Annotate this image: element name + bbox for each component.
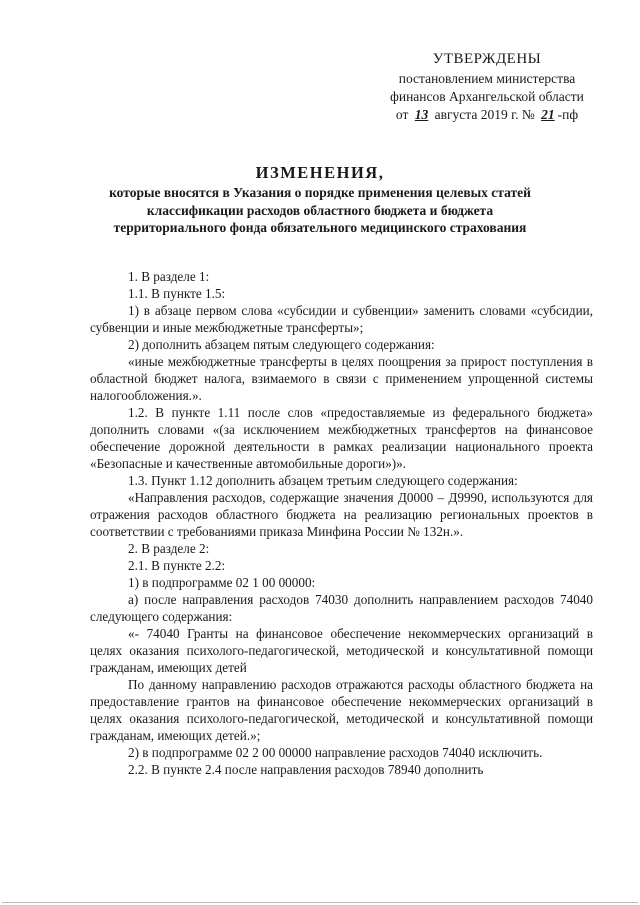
document-heading xyxy=(40,162,600,237)
paragraph-2-1-item-1: 1) в подпрограмме 02 1 00 00000: xyxy=(128,575,316,590)
heading-line-1: которые вносятся в Указания о порядке применения целевых статей xyxy=(109,185,531,200)
paragraph-section-1: 1. В разделе 1: xyxy=(128,269,210,284)
paragraph-quote-74040: «- 74040 Гранты на финансовое обеспечение некоммерческих организаций в целях оказания психолого-педагогической, методической и консультативной помощи гражданам, имеющих детей xyxy=(90,626,593,675)
paragraph-1-3: 1.3. Пункт 1.12 дополнить абзацем третьим следующего содержания: xyxy=(128,473,518,488)
paragraph-2-2: 2.2. В пункте 2.4 после направления расходов 78940 дополнить xyxy=(128,762,484,777)
handwritten-number: 21 xyxy=(541,107,555,122)
handwritten-day: 13 xyxy=(414,107,429,122)
paragraph-1-2: 1.2. В пункте 1.11 после слов «предоставляемые из федерального бюджета» дополнить словами «(за исключением межбюджетных трансфертов на финансовое обеспечение дорожной деятельности в рамках реализации национального проекта «Безопасные и качественные автомобильные дороги»)». xyxy=(90,405,593,471)
scan-edge-line xyxy=(2,902,638,903)
document-body xyxy=(90,268,593,778)
paragraph-grants-description: По данному направлению расходов отражаются расходы областного бюджета на предоставление грантов на финансовое обеспечение некоммерческих организаций в целях оказания психолого-педагогической, методической и консультативной помощи гражданам, имеющих детей.»; xyxy=(90,677,593,743)
heading-line-2: классификации расходов областного бюджета и бюджета xyxy=(146,202,494,218)
heading-line-3: территориального фонда обязательного медицинского страхования xyxy=(113,220,527,235)
paragraph-1-1-item-2: 2) дополнить абзацем пятым следующего содержания: xyxy=(128,337,435,352)
paragraph-2-1-item-2: 2) в подпрограмме 02 2 00 00000 направление расходов 74040 исключить. xyxy=(128,745,543,760)
paragraph-section-2: 2. В разделе 2: xyxy=(128,541,210,556)
paragraph-quote-transfers: «иные межбюджетные трансферты в целях поощрения за прирост поступления в областной бюджет налога, взимаемого в связи с применением упрощенной системы налогообложения.». xyxy=(90,354,593,403)
date-prefix: от xyxy=(395,107,409,122)
date-suffix: -пф xyxy=(557,107,579,122)
date-middle: августа 2019 г. № xyxy=(434,107,535,122)
paragraph-quote-directions: «Направления расходов, содержащие значения Д0000 – Д9990, используются для отражения расходов областного бюджета на реализацию региональных проектов в соответствии с требованиями приказа Минфина России № 132н.». xyxy=(90,490,593,539)
paragraph-2-1: 2.1. В пункте 2.2: xyxy=(128,558,226,573)
approval-line-2: финансов Архангельской области xyxy=(390,89,584,104)
approval-block xyxy=(372,50,602,124)
heading-title: ИЗМЕНЕНИЯ, xyxy=(255,163,385,182)
paragraph-1-1-item-1: 1) в абзаце первом слова «субсидии и субвенции» заменить словами «субсидии, субвенции и иные межбюджетные трансферты»; xyxy=(90,303,593,335)
paragraph-2-1-item-a: а) после направления расходов 74030 дополнить направлением расходов 74040 следующего содержания: xyxy=(90,592,593,624)
approval-line-1: постановлением министерства xyxy=(398,71,576,86)
paragraph-1-1: 1.1. В пункте 1.5: xyxy=(128,286,226,301)
approval-title: УТВЕРЖДЕНЫ xyxy=(432,51,542,67)
approval-date-line xyxy=(372,106,602,124)
